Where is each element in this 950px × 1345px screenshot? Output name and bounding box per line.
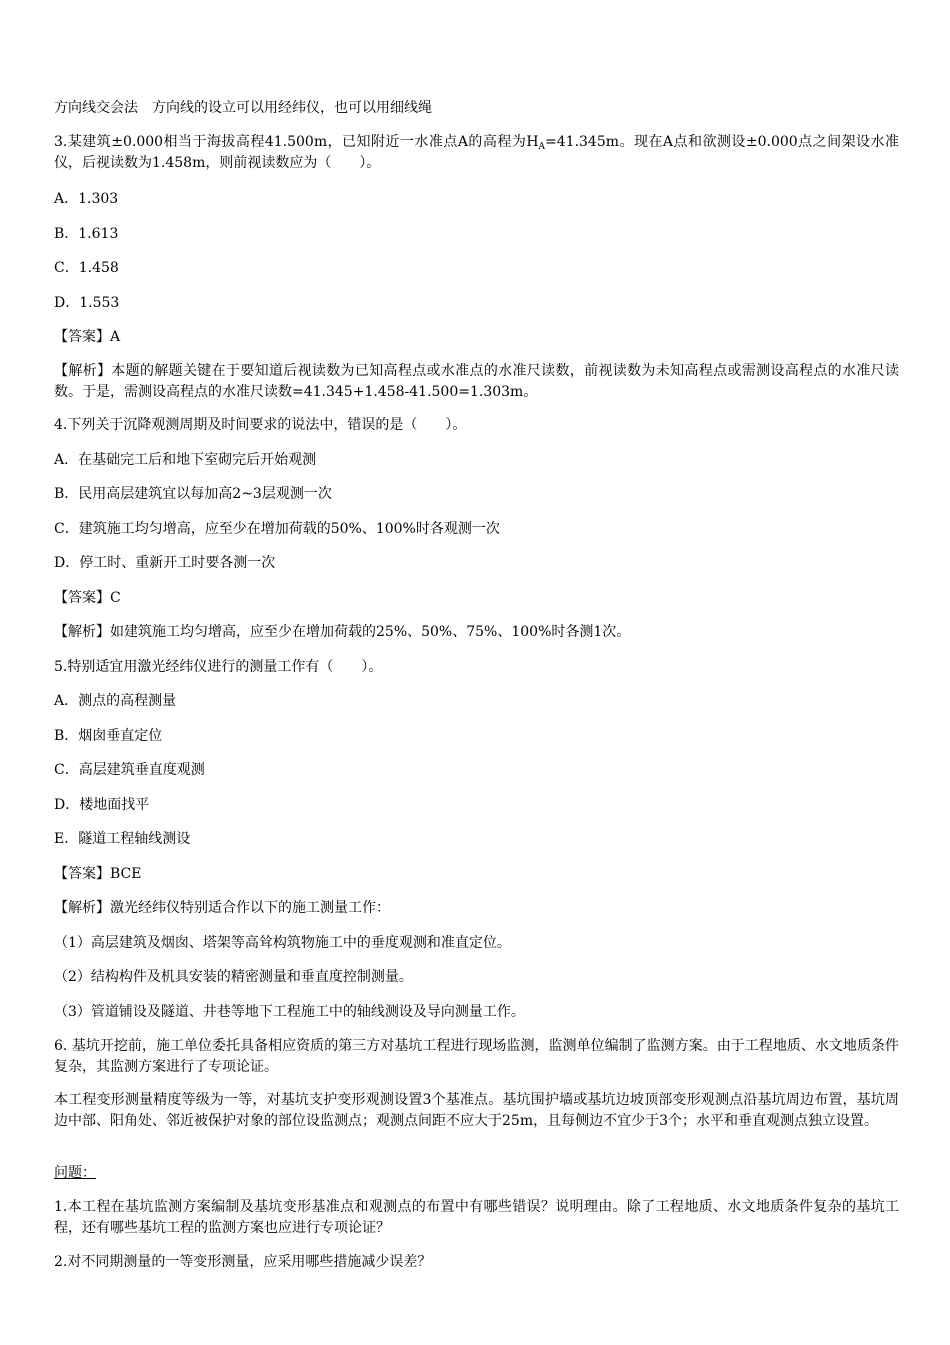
q3-stem: 3.某建筑±0.000相当于海拔高程41.500m，已知附近一水准点A的高程为$H_A=41.345m$。现在A点和欲测设±0.000点之间架设水准仪，后视读数为1.458m，则前视读数应为（ ）。 bbox=[54, 134, 899, 171]
q6-questions-label: 问题： bbox=[54, 1165, 96, 1181]
q5-analysis: 【解析】激光经纬仪特别适合作以下的施工测量工作： bbox=[54, 900, 390, 916]
q4-analysis: 【解析】如建筑施工均匀增高，应至少在增加荷载的25%、50%、75%、100%时各测1次。 bbox=[54, 624, 631, 640]
q3-answer: 【答案】A bbox=[54, 329, 121, 345]
q5-option-c: C．高层建筑垂直度观测 bbox=[54, 762, 205, 778]
q5-point-1: （1）高层建筑及烟囱、塔架等高耸构筑物施工中的垂度观测和准直定位。 bbox=[54, 935, 511, 951]
q4-option-b: B．民用高层建筑宜以每加高2~3层观测一次 bbox=[54, 486, 332, 502]
q6-paragraph-2: 本工程变形测量精度等级为一等，对基坑支护变形观测设置3个基准点。基坑围护墙或基坑边坡顶部变形观测点沿基坑周边布置，基坑周边中部、阳角处、邻近被保护对象的部位设监测点；观测点间距不应大于25m，且每侧边不宜少于3个；水平和垂直观测点独立设置。 bbox=[54, 1092, 899, 1129]
q5-option-d: D．楼地面找平 bbox=[54, 797, 150, 813]
q3-option-a: A．1.303 bbox=[54, 191, 119, 207]
q4-answer: 【答案】C bbox=[54, 590, 121, 606]
q5-point-2: （2）结构构件及机具安装的精密测量和垂直度控制测量。 bbox=[54, 969, 413, 985]
q3-option-d: D．1.553 bbox=[54, 295, 120, 311]
q6-question-1: 1.本工程在基坑监测方案编制及基坑变形基准点和观测点的布置中有哪些错误？说明理由。除了工程地质、水文地质条件复杂的基坑工程，还有哪些基坑工程的监测方案也应进行专项论证？ bbox=[54, 1199, 899, 1236]
q5-stem: 5.特别适宜用激光经纬仪进行的测量工作有（ ）。 bbox=[54, 659, 383, 675]
q3-analysis: 【解析】本题的解题关键在于要知道后视读数为已知高程点或水准点的水准尺读数，前视读数为未知高程点或需测设高程点的水准尺读数。于是，需测设高程点的水准尺读数=41.345+1.458-41.500=1.303m。 bbox=[54, 363, 899, 400]
q5-answer: 【答案】BCE bbox=[54, 866, 142, 882]
q5-option-e: E．隧道工程轴线测设 bbox=[54, 831, 191, 847]
q4-stem: 4.下列关于沉降观测周期及时间要求的说法中，错误的是（ ）。 bbox=[54, 417, 467, 433]
q5-option-b: B．烟囱垂直定位 bbox=[54, 728, 163, 744]
q4-option-d: D．停工时、重新开工时要各测一次 bbox=[54, 555, 276, 571]
q6-question-2: 2.对不同期测量的一等变形测量，应采用哪些措施减少误差？ bbox=[54, 1254, 432, 1270]
q4-option-a: A．在基础完工后和地下室砌完后开始观测 bbox=[54, 452, 317, 468]
q6-paragraph-1: 6. 基坑开挖前，施工单位委托具备相应资质的第三方对基坑工程进行现场监测，监测单位编制了监测方案。由于工程地质、水文地质条件复杂，其监测方案进行了专项论证。 bbox=[54, 1038, 899, 1075]
q5-option-a: A．测点的高程测量 bbox=[54, 693, 177, 709]
q4-option-c: C．建筑施工均匀增高，应至少在增加荷载的50%、100%时各观测一次 bbox=[54, 521, 500, 537]
q3-option-b: B．1.613 bbox=[54, 226, 119, 242]
q5-point-3: （3）管道铺设及隧道、井巷等地下工程施工中的轴线测设及导向测量工作。 bbox=[54, 1004, 525, 1020]
intro-line: 方向线交会法 方向线的设立可以用经纬仪，也可以用细线绳 bbox=[54, 100, 432, 116]
q3-option-c: C．1.458 bbox=[54, 260, 119, 276]
